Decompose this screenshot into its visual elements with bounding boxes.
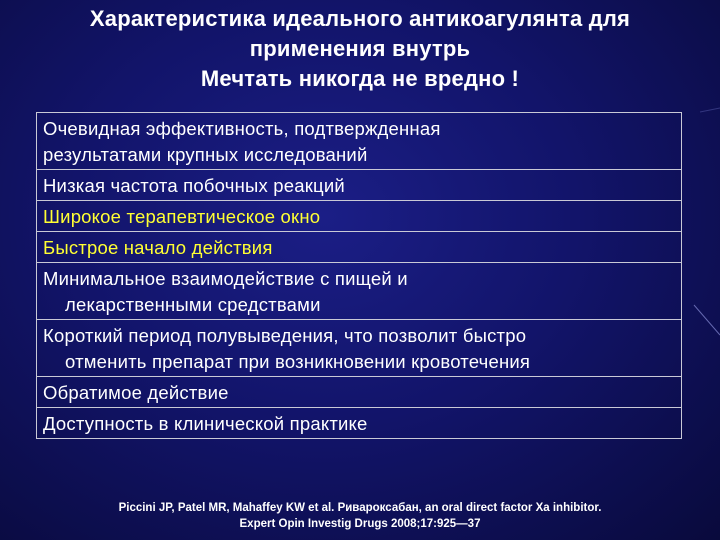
cell-text: Низкая частота побочных реакций [43, 175, 345, 196]
table-row [37, 377, 682, 408]
reference-line-2: Expert Opin Investig Drugs 2008;17:925—37 [239, 518, 481, 530]
table-cell [37, 170, 682, 201]
table-row [37, 263, 682, 320]
cell-text: результатами крупных исследований [43, 144, 368, 165]
title-line-1: Характеристика идеального антикоагулянта для [89, 6, 631, 31]
cell-text: отменить препарат при возникновении кровотечения [65, 351, 531, 372]
table-cell [37, 232, 682, 263]
table-cell [37, 408, 682, 439]
table-row [37, 320, 682, 377]
reference-line-1: Piccini JP, Patel MR, Mahaffey KW et al. Ривароксабан, an oral direct factor Xa inhibitor. [118, 502, 602, 514]
table-row [37, 113, 682, 170]
table-cell [37, 377, 682, 408]
cell-text: лекарственными средствами [65, 294, 321, 315]
table-row [37, 201, 682, 232]
cell-text: Быстрое начало действия [43, 237, 273, 258]
table-cell [37, 113, 682, 170]
table-cell [37, 263, 682, 320]
title-line-3: Мечтать никогда не вредно ! [200, 66, 520, 91]
table-row [37, 170, 682, 201]
cell-text: Очевидная эффективность, подтвержденная [43, 118, 441, 139]
characteristics-table [36, 112, 682, 439]
cell-text: Доступность в клинической практике [43, 413, 368, 434]
slide-title [0, 4, 720, 94]
cell-text: Широкое терапевтическое окно [43, 206, 321, 227]
cell-text: Обратимое действие [43, 382, 229, 403]
table-row [37, 408, 682, 439]
cell-text: Короткий период полувыведения, что позволит быстро [43, 325, 527, 346]
table-cell [37, 201, 682, 232]
reference-citation [0, 500, 720, 532]
title-line-2: применения внутрь [249, 36, 471, 61]
cell-text: Минимальное взаимодействие с пищей и [43, 268, 408, 289]
table-cell [37, 320, 682, 377]
table-row [37, 232, 682, 263]
